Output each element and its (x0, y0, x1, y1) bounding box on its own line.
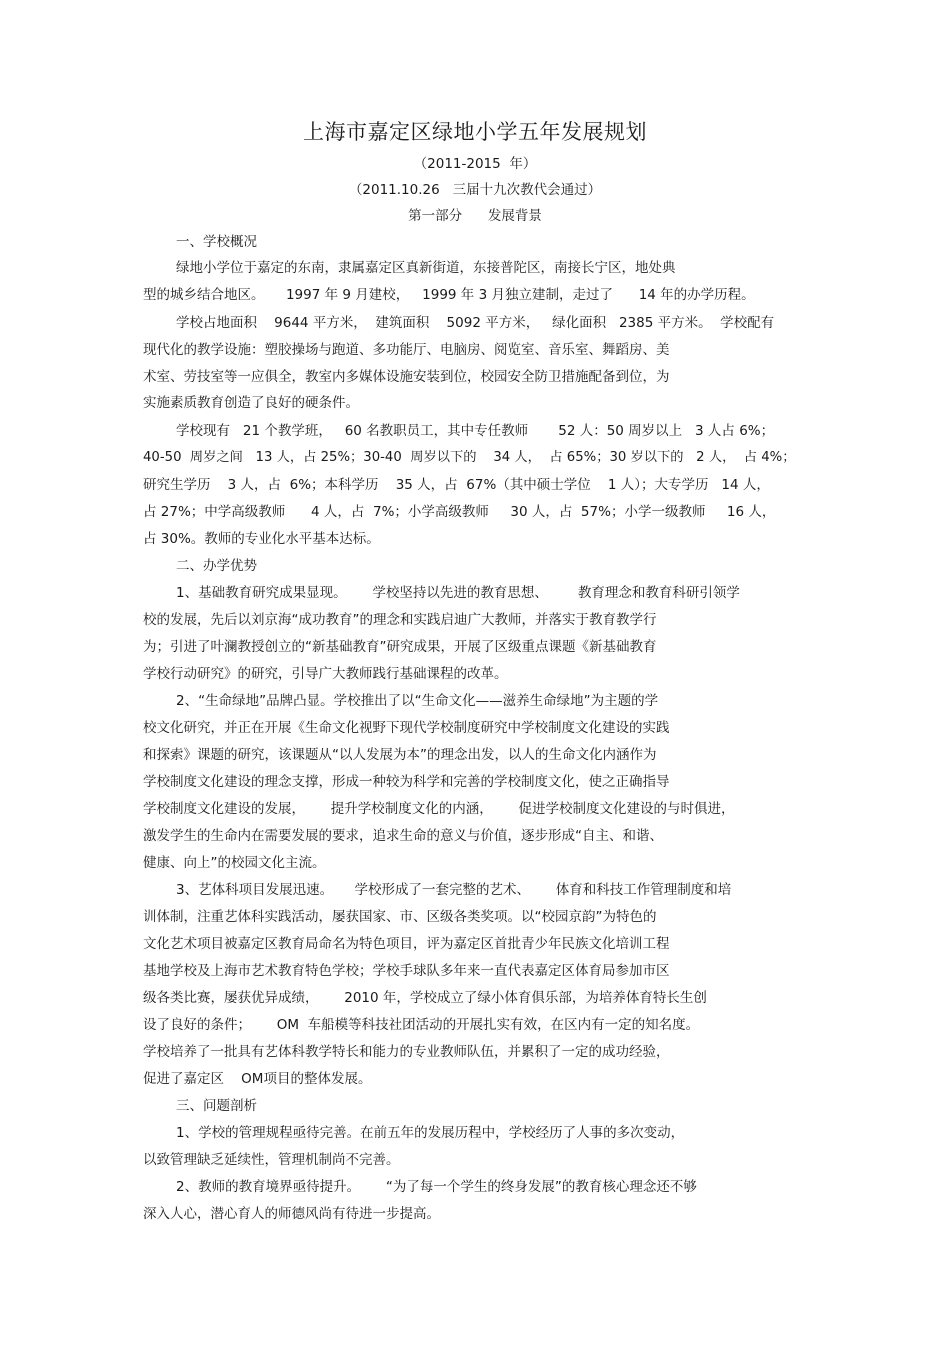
paragraph-line: 1、基础教育研究成果显现。 学校坚持以先进的教育思想、 教育理念和教育科研引领学 (176, 585, 740, 601)
paragraph-line: 级各类比赛，屡获优异成绩， 2010 年，学校成立了绿小体育俱乐部，为培养体育特长生创 (143, 990, 707, 1006)
paragraph-line: 学校占地面积 9644 平方米， 建筑面积 5092 平方米， 绿化面积 2385 平方米。 学校配有 (176, 315, 775, 331)
paragraph-line: 1、学校的管理规程亟待完善。在前五年的发展历程中，学校经历了人事的多次变动， (176, 1125, 685, 1141)
paragraph-line: 促进了嘉定区 OM项目的整体发展。 (143, 1071, 372, 1087)
paragraph-line: 激发学生的生命内在需要发展的要求，追求生命的意义与价值，逐步形成“自主、和谐、 (143, 828, 663, 844)
subtitle-date: （2011.10.26 三届十九次教代会通过） (348, 182, 602, 198)
paragraph-line: 训体制，注重艺体科实践活动，屡获国家、市、区级各类奖项。以“校园京韵”为特色的 (143, 909, 657, 925)
section-heading: 一、学校概况 (176, 234, 257, 250)
paragraph-line: 文化艺术项目被嘉定区教育局命名为特色项目，评为嘉定区首批青少年民族文化培训工程 (143, 936, 670, 952)
paragraph-line: 学校制度文化建设的理念支撑，形成一种较为科学和完善的学校制度文化，使之正确指导 (143, 774, 670, 790)
paragraph-line: 健康、向上”的校园文化主流。 (143, 855, 326, 871)
paragraph-line: 深入人心，潜心育人的师德风尚有待进一步提高。 (143, 1206, 440, 1222)
paragraph-line: 校文化研究，并正在开展《生命文化视野下现代学校制度研究中学校制度文化建设的实践 (143, 720, 670, 736)
paragraph-line: 学校制度文化建设的发展， 提升学校制度文化的内涵， 促进学校制度文化建设的与时俱进， (143, 801, 735, 817)
paragraph-line: 校的发展，先后以刘京海“成功教育”的理念和实践启迪广大教师，并落实于教育教学行 (143, 612, 657, 628)
paragraph-line: 学校培养了一批具有艺体科教学特长和能力的专业教师队伍，并累积了一定的成功经验， (143, 1044, 670, 1060)
paragraph-line: 现代化的教学设施：塑胶操场与跑道、多功能厅、电脑房、阅览室、音乐室、舞蹈房、美 (143, 342, 670, 358)
paragraph-line: 研究生学历 3 人，占 6%；本科学历 35 人，占 67%（其中硕士学位 1 人）；大专学历 14 人， (143, 477, 770, 493)
paragraph-line: 设了良好的条件； OM 车船模等科技社团活动的开展扎实有效，在区内有一定的知名度。 (143, 1017, 700, 1033)
document-title: 上海市嘉定区绿地小学五年发展规划 (303, 120, 647, 144)
paragraph-line: 为；引进了叶澜教授创立的“新基础教育”研究成果，开展了区级重点课题《新基础教育 (143, 639, 657, 655)
paragraph-line: 2、教师的教育境界亟待提升。 “为了每一个学生的终身发展”的教育核心理念还不够 (176, 1179, 697, 1195)
paragraph-line: 3、艺体科项目发展迅速。 学校形成了一套完整的艺术、 体育和科技工作管理制度和培 (176, 882, 732, 898)
paragraph-line: 以致管理缺乏延续性，管理机制尚不完善。 (143, 1152, 400, 1168)
paragraph-line: 40-50 周岁之间 13 人，占 25%；30-40 周岁以下的 34 人， 占 65%；30 岁以下的 2 人， 占 4%； (143, 450, 796, 465)
paragraph-line: 绿地小学位于嘉定的东南，隶属嘉定区真新街道，东接普陀区，南接长宁区，地处典 (176, 260, 676, 276)
section-heading: 二、办学优势 (176, 558, 257, 574)
paragraph-line: 术室、劳技室等一应俱全，教室内多媒体设施安装到位，校园安全防卫措施配备到位，为 (143, 369, 670, 385)
paragraph-line: 占 27%；中学高级教师 4 人，占 7%；小学高级教师 30 人，占 57%；小学一级教师 16 人， (143, 504, 776, 520)
paragraph-line: 和探索》课题的研究，该课题从“以人发展为本”的理念出发，以人的生命文化内涵作为 (143, 747, 657, 763)
paragraph-line: 占 30%。教师的专业化水平基本达标。 (143, 531, 380, 547)
part-heading: 第一部分 发展背景 (408, 208, 542, 224)
paragraph-line: 学校行动研究》的研究，引导广大教师践行基础课程的改革。 (143, 666, 508, 682)
paragraph-line: 基地学校及上海市艺术教育特色学校；学校手球队多年来一直代表嘉定区体育局参加市区 (143, 963, 670, 979)
subtitle-years: （2011-2015 年） (413, 156, 537, 172)
paragraph-line: 学校现有 21 个教学班， 60 名教职员工，其中专任教师 52 人：50 周岁以上 3 人占 6%； (176, 423, 775, 439)
paragraph-line: 实施素质教育创造了良好的硬条件。 (143, 395, 359, 411)
paragraph-line: 型的城乡结合地区。 1997 年 9 月建校， 1999 年 3 月独立建制，走过了 14 年的办学历程。 (143, 287, 755, 303)
section-heading: 三、问题剖析 (176, 1098, 257, 1114)
paragraph-line: 2、“生命绿地”品牌凸显。学校推出了以“生命文化——滋养生命绿地”为主题的学 (176, 693, 659, 709)
